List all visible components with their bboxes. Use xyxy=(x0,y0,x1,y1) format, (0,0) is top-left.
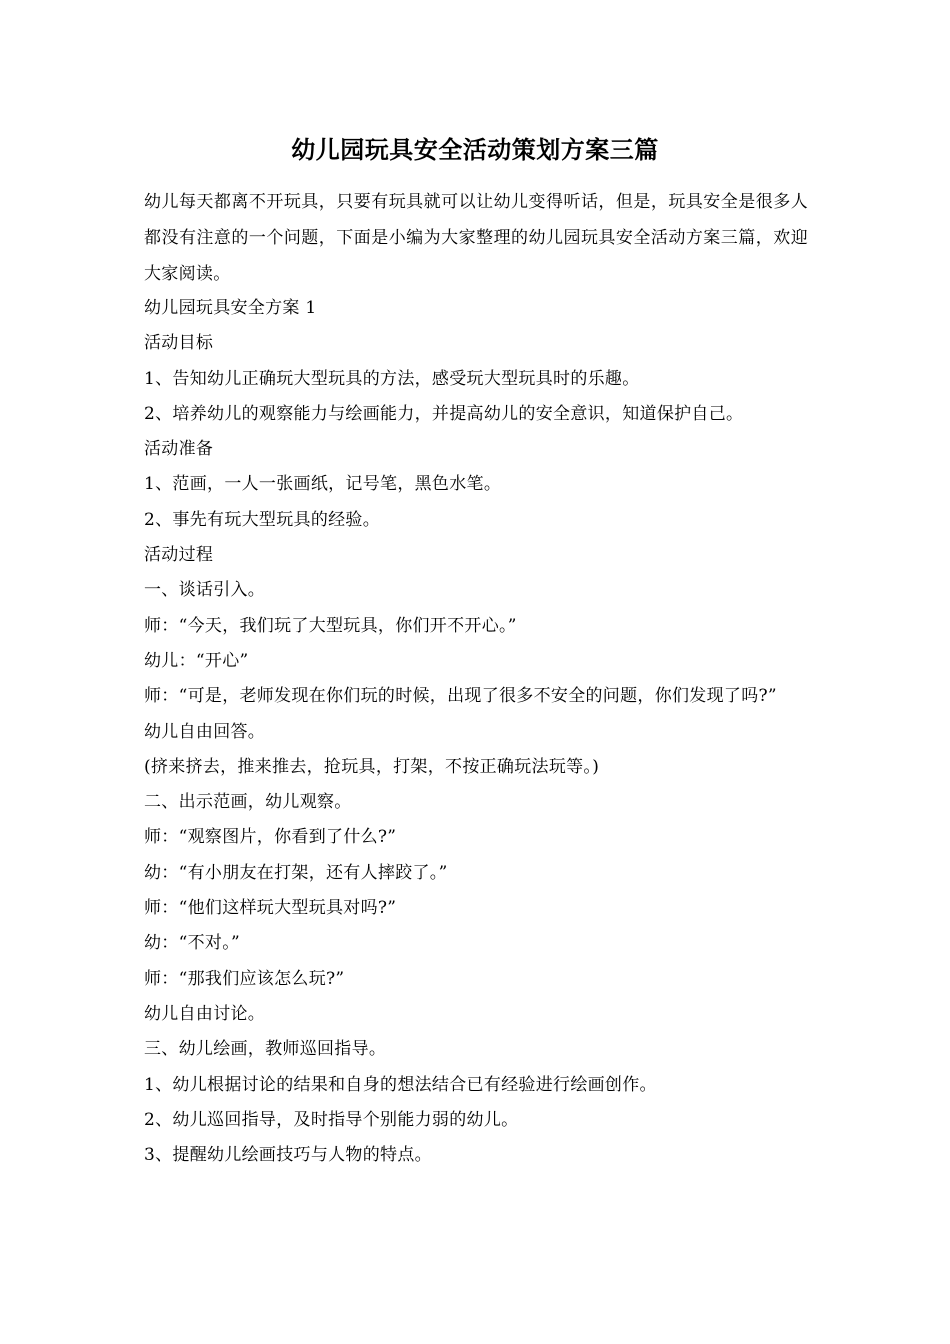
body-line: 幼：“不对。” xyxy=(144,933,240,954)
subheading: 活动目标 xyxy=(144,333,214,354)
body-line: 3、提醒幼儿绘画技巧与人物的特点。 xyxy=(144,1145,432,1166)
body-line: 师：“观察图片，你看到了什么?” xyxy=(144,827,397,848)
body-line: 师：“可是，老师发现在你们玩的时候，出现了很多不安全的问题，你们发现了吗?” xyxy=(144,686,777,707)
document-title: 幼儿园玩具安全活动策划方案三篇 xyxy=(291,135,659,164)
body-line: 一、谈话引入。 xyxy=(144,580,266,601)
intro-paragraph: 幼儿每天都离不开玩具，只要有玩具就可以让幼儿变得听话，但是，玩具安全是很多人都没有注意的一个问题，下面是小编为大家整理的幼儿园玩具安全活动方案三篇，欢迎大家阅读。 xyxy=(144,192,808,284)
body-line: 师：“那我们应该怎么玩?” xyxy=(144,968,345,989)
body-line: 二、出示范画，幼儿观察。 xyxy=(144,792,352,813)
body-line: 幼：“有小朋友在打架，还有人摔跤了。” xyxy=(144,862,448,883)
body-line: 三、幼儿绘画，教师巡回指导。 xyxy=(144,1039,387,1060)
section-heading: 幼儿园玩具安全方案 1 xyxy=(144,298,317,318)
subheading: 活动过程 xyxy=(144,545,214,566)
subheading: 活动准备 xyxy=(144,439,214,460)
body-line: 幼儿自由回答。 xyxy=(144,721,266,742)
body-line: (挤来挤去，推来推去，抢玩具，打架，不按正确玩法玩等。) xyxy=(144,756,600,777)
body-line: 师：“今天，我们玩了大型玩具，你们开不开心。” xyxy=(144,615,517,636)
body-line: 2、培养幼儿的观察能力与绘画能力，并提高幼儿的安全意识，知道保护自己。 xyxy=(144,403,744,424)
body-line: 1、告知幼儿正确玩大型玩具的方法，感受玩大型玩具时的乐趣。 xyxy=(144,368,640,389)
body-line: 师：“他们这样玩大型玩具对吗?” xyxy=(144,898,397,919)
body-lines xyxy=(144,291,808,1173)
body-line: 幼儿自由讨论。 xyxy=(144,1003,266,1024)
body-line: 1、范画，一人一张画纸，记号笔，黑色水笔。 xyxy=(144,474,502,495)
body-line: 幼儿：“开心” xyxy=(144,650,249,671)
body-line: 2、事先有玩大型玩具的经验。 xyxy=(144,509,381,530)
body-line: 1、幼儿根据讨论的结果和自身的想法结合已有经验进行绘画创作。 xyxy=(144,1074,657,1095)
body-line: 2、幼儿巡回指导，及时指导个别能力弱的幼儿。 xyxy=(144,1109,519,1130)
